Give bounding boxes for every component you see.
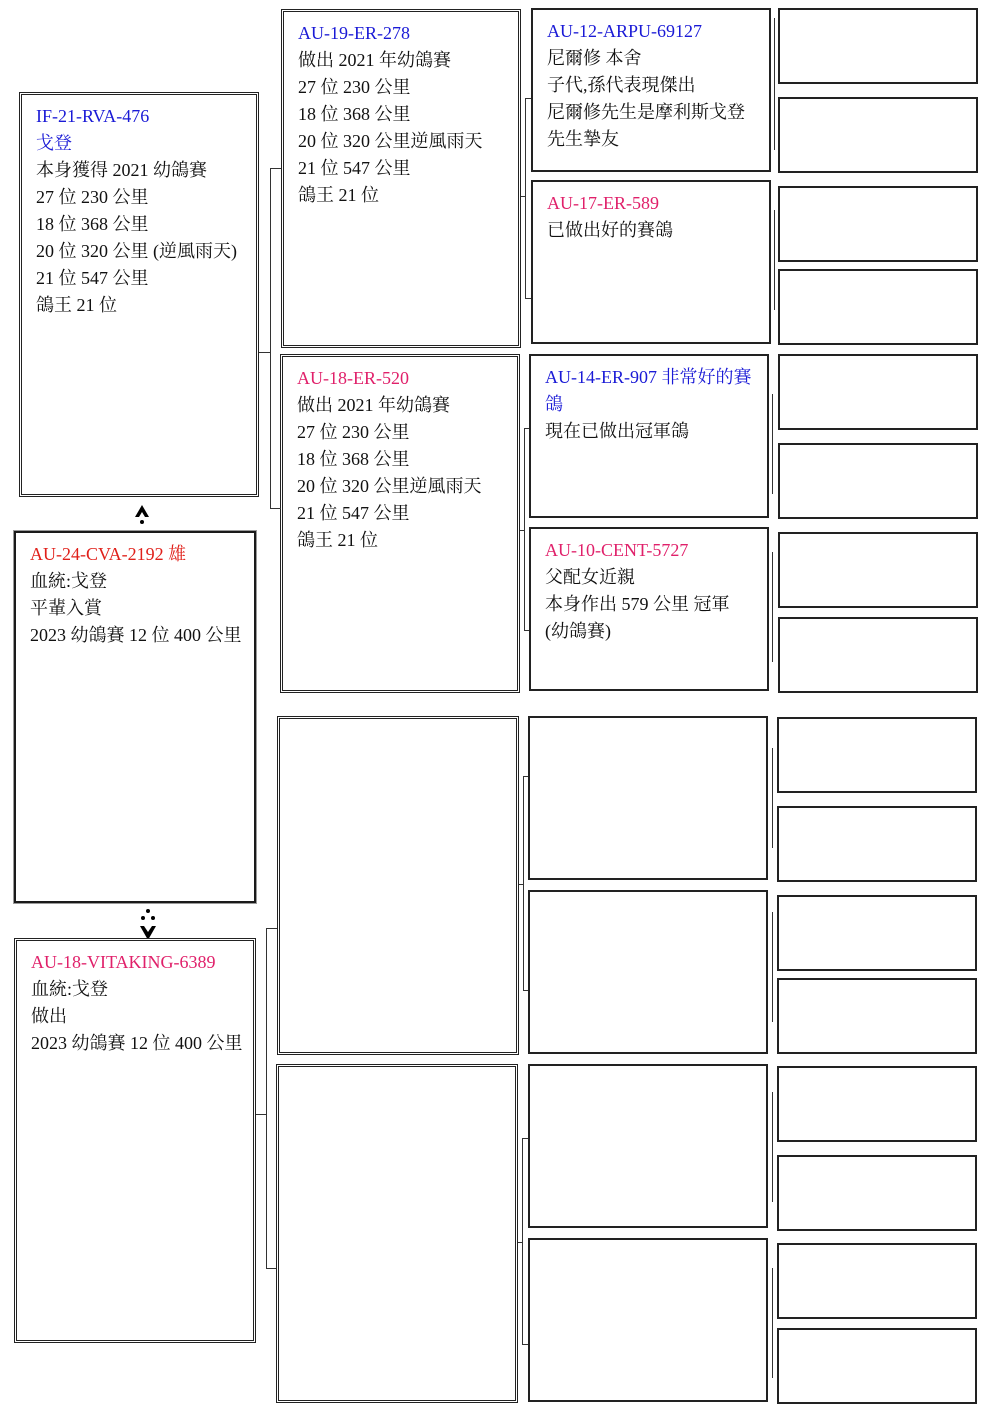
connector: [524, 630, 529, 631]
connector: [774, 18, 775, 150]
gggp-card-5: [778, 354, 978, 430]
ggp-card-2: [531, 180, 771, 344]
ggp-2-line: 已做出好的賽鴿: [547, 220, 673, 240]
gggp-card-6: [778, 443, 978, 519]
connector: [524, 428, 525, 630]
ggp-1-ring-number: AU-12-ARPU-69127: [547, 21, 702, 41]
ggp-3-line: 現在已做出冠軍鴿: [545, 421, 689, 441]
dam-card: [14, 938, 256, 1343]
sire-sire-line: 做出 2021 年幼鴿賽: [298, 50, 451, 70]
gggp-card-2: [778, 97, 978, 173]
gggp-card-16: [777, 1328, 977, 1404]
connector: [270, 508, 281, 509]
connector: [266, 1268, 276, 1269]
dam-ring-number: AU-18-VITAKING-6389: [31, 952, 216, 972]
subject-line: 血統:戈登: [30, 571, 108, 591]
connector: [270, 168, 271, 508]
ggp-card-1: [531, 8, 771, 172]
sire-dam-ring-number: AU-18-ER-520: [297, 368, 409, 388]
ggp-card-8: [528, 1238, 768, 1402]
connector: [256, 1114, 266, 1115]
ggp-3-ring-number: AU-14-ER-907 非常好的賽鴿: [545, 367, 752, 414]
ggp-card-3: [529, 354, 769, 518]
connector: [772, 748, 773, 848]
gggp-card-9: [777, 717, 977, 793]
dam-dam-card: [276, 1064, 518, 1403]
sire-dam-line: 20 位 320 公里逆風雨天: [297, 476, 482, 496]
sire-line: 鴿王 21 位: [36, 295, 117, 315]
ggp-card-4: [529, 527, 769, 691]
ggp-4-ring-number: AU-10-CENT-5727: [545, 540, 689, 560]
arrow-up-icon: [133, 503, 151, 529]
sire-line: 本身獲得 2021 幼鴿賽: [36, 160, 207, 180]
dam-line: 做出: [31, 1006, 67, 1026]
ggp-1-line: 尼爾修先生是摩利斯戈登: [547, 102, 745, 122]
connector: [524, 428, 529, 429]
sire-sire-ring-number: AU-19-ER-278: [298, 23, 410, 43]
connector: [266, 928, 267, 1268]
sire-sire-card: [281, 9, 521, 348]
dam-line: 血統:戈登: [31, 979, 109, 999]
sire-sire-line: 27 位 230 公里: [298, 77, 411, 97]
ggp-4-line: (幼鴿賽): [545, 621, 611, 641]
connector: [523, 990, 528, 991]
sire-card: [19, 92, 259, 497]
gggp-card-1: [778, 8, 978, 84]
connector: [522, 1344, 528, 1345]
ggp-1-line: 先生摯友: [547, 129, 619, 149]
subject-ring-number: AU-24-CVA-2192 雄: [30, 544, 187, 564]
ggp-card-6: [528, 890, 768, 1054]
sire-line: 18 位 368 公里: [36, 214, 149, 234]
connector: [772, 394, 773, 494]
gggp-card-8: [778, 617, 978, 693]
sire-sire-line: 18 位 368 公里: [298, 104, 411, 124]
connector: [772, 912, 773, 1022]
sire-line: 21 位 547 公里: [36, 268, 149, 288]
ggp-2-ring-number: AU-17-ER-589: [547, 193, 659, 213]
sire-ring-number: IF-21-RVA-476: [36, 106, 150, 126]
gggp-card-4: [778, 269, 978, 345]
sire-sire-line: 21 位 547 公里: [298, 158, 411, 178]
connector: [523, 776, 524, 990]
gggp-card-14: [777, 1155, 977, 1231]
subject-line: 2023 幼鴿賽 12 位 400 公里: [30, 625, 242, 645]
gggp-card-13: [777, 1066, 977, 1142]
sire-sire-line: 鴿王 21 位: [298, 185, 379, 205]
ggp-card-5: [528, 716, 768, 880]
ggp-1-line: 子代,孫代表現傑出: [547, 75, 696, 95]
ggp-4-line: 本身作出 579 公里 冠軍: [545, 594, 730, 614]
connector: [259, 352, 270, 353]
sire-line: 20 位 320 公里 (逆風雨天): [36, 241, 237, 261]
gggp-card-10: [777, 806, 977, 882]
ggp-1-line: 尼爾修 本舍: [547, 48, 642, 68]
connector: [774, 210, 775, 310]
connector: [772, 1092, 773, 1202]
sire-dam-line: 18 位 368 公里: [297, 449, 410, 469]
gggp-card-7: [778, 532, 978, 608]
connector: [523, 776, 528, 777]
dam-sire-card: [277, 716, 519, 1055]
connector: [525, 98, 526, 298]
connector: [522, 1138, 523, 1344]
connector: [270, 168, 281, 169]
ggp-4-line: 父配女近親: [545, 567, 635, 587]
connector: [525, 98, 531, 99]
dam-line: 2023 幼鴿賽 12 位 400 公里: [31, 1033, 243, 1053]
connector: [772, 552, 773, 662]
sire-strain: 戈登: [36, 133, 72, 153]
connector: [266, 928, 277, 929]
sire-line: 27 位 230 公里: [36, 187, 149, 207]
sire-dam-card: [280, 354, 520, 693]
subject-line: 平輩入賞: [30, 598, 102, 618]
gggp-card-11: [777, 895, 977, 971]
sire-dam-line: 27 位 230 公里: [297, 422, 410, 442]
subject-card: [14, 531, 256, 903]
connector: [772, 1268, 773, 1378]
connector: [525, 298, 531, 299]
sire-dam-line: 鴿王 21 位: [297, 530, 378, 550]
gggp-card-15: [777, 1243, 977, 1319]
gggp-card-12: [777, 978, 977, 1054]
ggp-card-7: [528, 1064, 768, 1228]
sire-dam-line: 做出 2021 年幼鴿賽: [297, 395, 450, 415]
connector: [522, 1138, 528, 1139]
sire-sire-line: 20 位 320 公里逆風雨天: [298, 131, 483, 151]
gggp-card-3: [778, 186, 978, 262]
sire-dam-line: 21 位 547 公里: [297, 503, 410, 523]
